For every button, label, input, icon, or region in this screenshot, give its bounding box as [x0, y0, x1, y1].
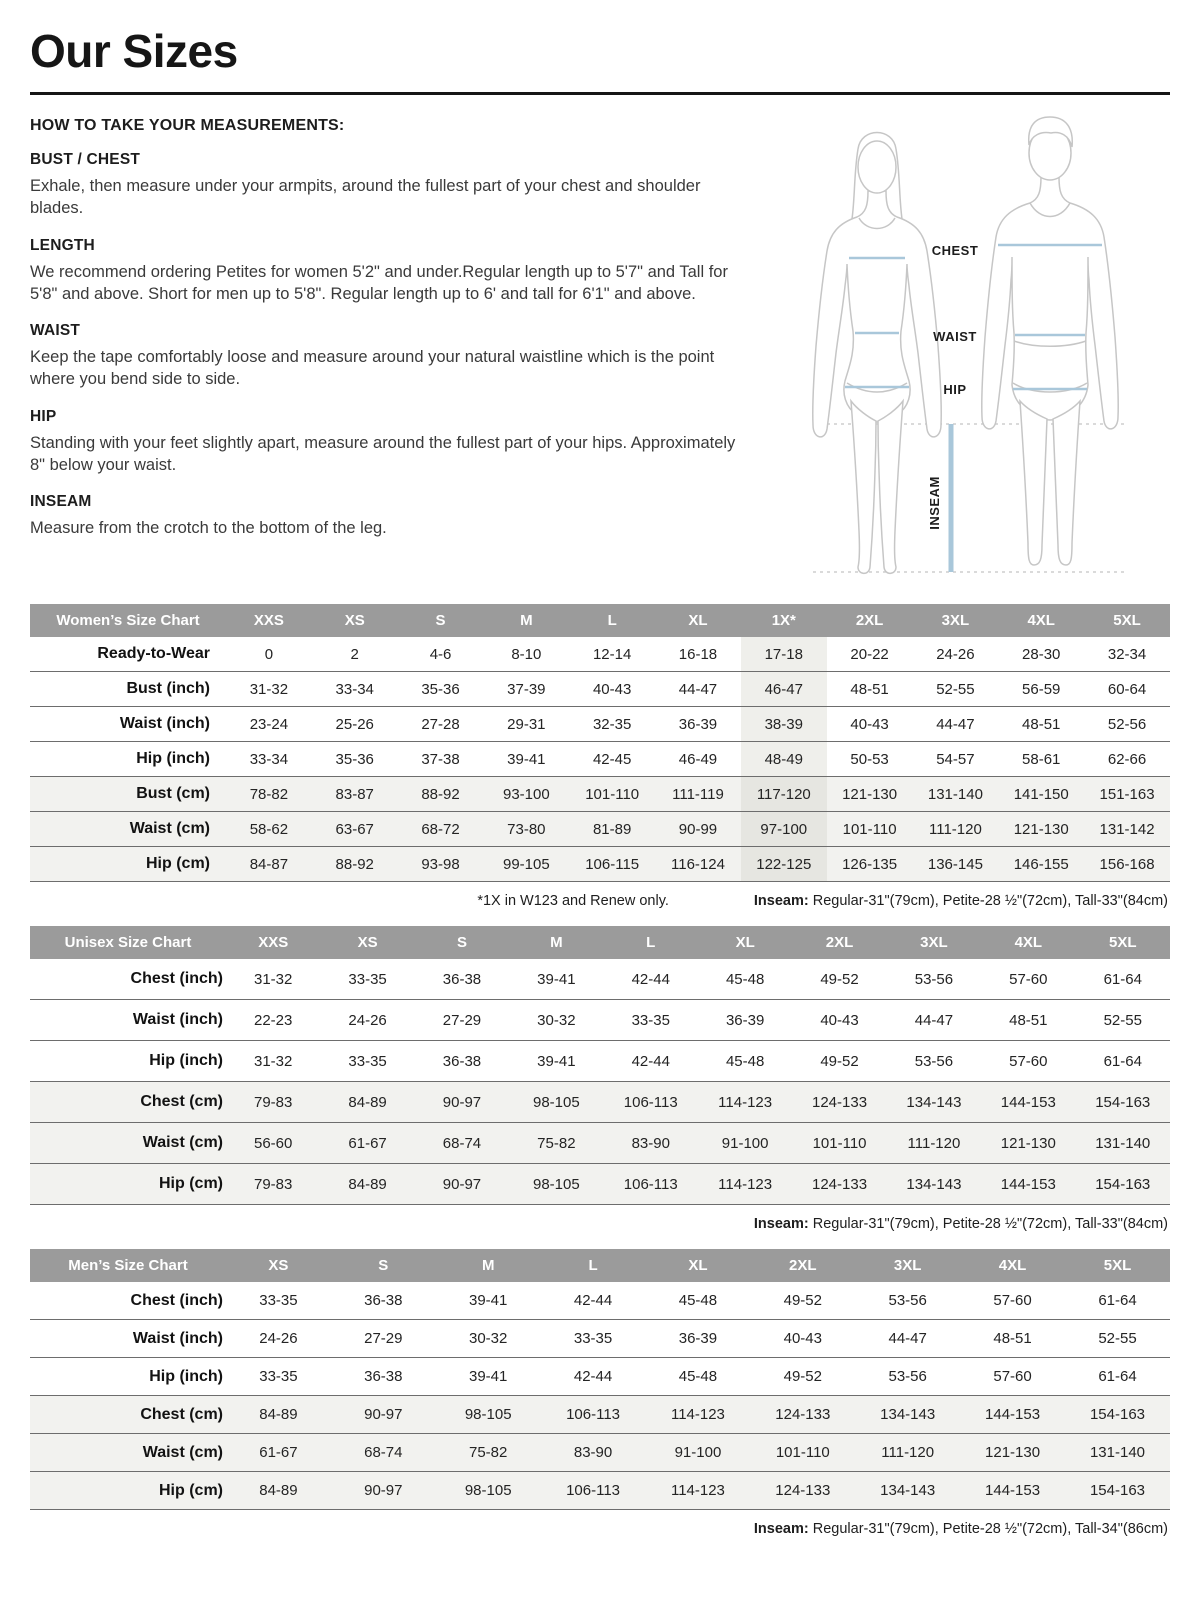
- row-label-cell: Waist (cm): [30, 812, 226, 847]
- size-value-cell: 141-150: [998, 777, 1084, 812]
- unisex-table-footnote: [30, 1216, 1168, 1232]
- section-inseam: [30, 493, 745, 539]
- size-value-cell: 20-22: [827, 637, 913, 672]
- size-value-cell: 27-28: [398, 707, 484, 742]
- size-value-cell: 154-163: [1065, 1472, 1170, 1510]
- table-title-cell: Women’s Size Chart: [30, 604, 226, 637]
- size-value-cell: 111-120: [855, 1434, 960, 1472]
- size-value-cell: 75-82: [509, 1123, 603, 1164]
- female-left-leg: [851, 401, 876, 573]
- size-value-cell: 44-47: [913, 707, 999, 742]
- size-value-cell: 90-99: [655, 812, 741, 847]
- size-value-cell: 52-55: [1076, 1000, 1170, 1041]
- size-value-cell: 30-32: [436, 1320, 541, 1358]
- size-value-cell: 29-31: [483, 707, 569, 742]
- size-value-cell: 124-133: [792, 1082, 886, 1123]
- size-value-cell: 134-143: [887, 1082, 981, 1123]
- womens-size-chart-table: [30, 604, 1170, 882]
- size-value-cell: 60-64: [1084, 672, 1170, 707]
- how-to-heading: HOW TO TAKE YOUR MEASUREMENTS:: [30, 117, 345, 134]
- size-value-cell: 106-113: [604, 1164, 698, 1205]
- size-value-cell: 53-56: [887, 959, 981, 1000]
- size-value-cell: 8-10: [483, 637, 569, 672]
- size-value-cell: 56-59: [998, 672, 1084, 707]
- size-value-cell: 33-35: [320, 1041, 414, 1082]
- size-value-cell: 106-113: [541, 1396, 646, 1434]
- size-value-cell: 84-89: [226, 1472, 331, 1510]
- row-label-cell: Bust (cm): [30, 777, 226, 812]
- size-header-cell: M: [436, 1249, 541, 1282]
- size-value-cell: 33-34: [226, 742, 312, 777]
- size-value-cell: 68-72: [398, 812, 484, 847]
- size-value-cell: 36-38: [415, 1041, 509, 1082]
- size-value-cell: 31-32: [226, 959, 320, 1000]
- size-header-cell: 3XL: [887, 926, 981, 959]
- size-value-cell: 33-35: [541, 1320, 646, 1358]
- size-value-cell: 40-43: [792, 1000, 886, 1041]
- size-value-cell: 144-153: [960, 1472, 1065, 1510]
- size-value-cell: 36-38: [331, 1358, 436, 1396]
- row-label-cell: Bust (inch): [30, 672, 226, 707]
- size-value-cell: 146-155: [998, 847, 1084, 882]
- inseam-note-label: Inseam:: [753, 893, 809, 909]
- size-value-cell: 50-53: [827, 742, 913, 777]
- size-value-cell: 42-44: [541, 1358, 646, 1396]
- size-value-cell: 84-89: [320, 1164, 414, 1205]
- female-figure: [813, 133, 942, 574]
- size-value-cell: 42-44: [604, 959, 698, 1000]
- size-value-cell: 2: [312, 637, 398, 672]
- size-value-cell: 33-35: [320, 959, 414, 1000]
- size-value-cell: 97-100: [741, 812, 827, 847]
- section-text: Keep the tape comfortably loose and measure around your natural waistline which is the point where you bend side to side.: [30, 348, 715, 389]
- table-title-cell: Unisex Size Chart: [30, 926, 226, 959]
- size-value-cell: 78-82: [226, 777, 312, 812]
- size-value-cell: 90-97: [331, 1472, 436, 1510]
- size-value-cell: 37-38: [398, 742, 484, 777]
- size-value-cell: 39-41: [483, 742, 569, 777]
- size-header-cell: 2XL: [827, 604, 913, 637]
- size-value-cell: 84-89: [226, 1396, 331, 1434]
- size-value-cell: 35-36: [398, 672, 484, 707]
- body-figures-illustration: [755, 111, 1170, 589]
- size-value-cell: 88-92: [398, 777, 484, 812]
- unisex-inseam-note: [754, 1216, 1168, 1232]
- male-left-leg: [1020, 401, 1047, 565]
- size-value-cell: 126-135: [827, 847, 913, 882]
- size-value-cell: 83-90: [604, 1123, 698, 1164]
- section-label: INSEAM: [30, 493, 92, 511]
- size-value-cell: 68-74: [331, 1434, 436, 1472]
- row-label-cell: Ready-to-Wear: [30, 637, 226, 672]
- size-header-cell: M: [483, 604, 569, 637]
- row-label-cell: Chest (inch): [30, 959, 226, 1000]
- size-value-cell: 106-113: [604, 1082, 698, 1123]
- inseam-note-text: Regular-31"(79cm), Petite-28 ½"(72cm), Tall-33"(84cm): [808, 1216, 1168, 1232]
- size-value-cell: 24-26: [226, 1320, 331, 1358]
- size-header-cell: XL: [646, 1249, 751, 1282]
- size-value-cell: 116-124: [655, 847, 741, 882]
- size-value-cell: 61-67: [320, 1123, 414, 1164]
- size-value-cell: 98-105: [436, 1472, 541, 1510]
- size-value-cell: 38-39: [741, 707, 827, 742]
- size-value-cell: 98-105: [436, 1396, 541, 1434]
- size-value-cell: 101-110: [750, 1434, 855, 1472]
- size-value-cell: 53-56: [855, 1358, 960, 1396]
- size-header-cell: 5XL: [1076, 926, 1170, 959]
- size-value-cell: 0: [226, 637, 312, 672]
- size-value-cell: 131-140: [913, 777, 999, 812]
- size-value-cell: 4-6: [398, 637, 484, 672]
- section-waist: [30, 322, 745, 391]
- size-value-cell: 136-145: [913, 847, 999, 882]
- size-value-cell: 144-153: [981, 1082, 1075, 1123]
- size-value-cell: 42-45: [569, 742, 655, 777]
- section-text: Standing with your feet slightly apart, measure around the fullest part of your hips. Approximately 8" below your waist.: [30, 433, 736, 474]
- size-value-cell: 57-60: [960, 1282, 1065, 1320]
- row-label-cell: Waist (cm): [30, 1434, 226, 1472]
- row-label-cell: Hip (cm): [30, 1164, 226, 1205]
- intro-section: [30, 117, 1170, 594]
- size-value-cell: 90-97: [415, 1082, 509, 1123]
- size-value-cell: 73-80: [483, 812, 569, 847]
- size-value-cell: 121-130: [960, 1434, 1065, 1472]
- size-value-cell: 98-105: [509, 1164, 603, 1205]
- size-value-cell: 45-48: [646, 1282, 751, 1320]
- size-value-cell: 61-64: [1076, 1041, 1170, 1082]
- hip-label: HIP: [943, 382, 967, 397]
- size-header-cell: 5XL: [1084, 604, 1170, 637]
- size-value-cell: 31-32: [226, 1041, 320, 1082]
- chest-label: CHEST: [931, 243, 979, 258]
- size-value-cell: 156-168: [1084, 847, 1170, 882]
- size-value-cell: 79-83: [226, 1164, 320, 1205]
- male-figure: [982, 117, 1119, 565]
- unisex-size-chart-table: [30, 926, 1170, 1205]
- size-header-cell: 4XL: [981, 926, 1075, 959]
- size-value-cell: 52-55: [913, 672, 999, 707]
- size-value-cell: 39-41: [436, 1358, 541, 1396]
- size-value-cell: 32-34: [1084, 637, 1170, 672]
- size-value-cell: 49-52: [792, 1041, 886, 1082]
- inseam-label: INSEAM: [927, 476, 942, 530]
- size-value-cell: 45-48: [698, 1041, 792, 1082]
- mens-size-chart-table: [30, 1249, 1170, 1510]
- size-value-cell: 33-35: [226, 1358, 331, 1396]
- mens-table-footnote: [30, 1521, 1168, 1537]
- size-value-cell: 111-119: [655, 777, 741, 812]
- size-value-cell: 52-56: [1084, 707, 1170, 742]
- size-value-cell: 93-98: [398, 847, 484, 882]
- size-value-cell: 61-64: [1065, 1358, 1170, 1396]
- size-value-cell: 101-110: [569, 777, 655, 812]
- row-label-cell: Hip (inch): [30, 1041, 226, 1082]
- row-label-cell: Hip (cm): [30, 1472, 226, 1510]
- womens-table-footnote: [30, 893, 1168, 909]
- size-value-cell: 122-125: [741, 847, 827, 882]
- size-value-cell: 44-47: [887, 1000, 981, 1041]
- size-value-cell: 63-67: [312, 812, 398, 847]
- size-value-cell: 124-133: [750, 1472, 855, 1510]
- size-header-cell: L: [604, 926, 698, 959]
- size-value-cell: 144-153: [960, 1396, 1065, 1434]
- womens-inseam-note: [754, 893, 1168, 909]
- size-value-cell: 83-90: [541, 1434, 646, 1472]
- size-value-cell: 52-55: [1065, 1320, 1170, 1358]
- size-value-cell: 44-47: [855, 1320, 960, 1358]
- size-header-cell: L: [569, 604, 655, 637]
- size-header-cell: S: [415, 926, 509, 959]
- section-bust-chest: [30, 151, 745, 220]
- size-header-cell: L: [541, 1249, 646, 1282]
- size-header-cell: XS: [226, 1249, 331, 1282]
- size-value-cell: 98-105: [509, 1082, 603, 1123]
- size-value-cell: 40-43: [827, 707, 913, 742]
- size-charts-section: [30, 604, 1170, 1537]
- size-value-cell: 37-39: [483, 672, 569, 707]
- size-value-cell: 61-64: [1065, 1282, 1170, 1320]
- size-value-cell: 48-51: [981, 1000, 1075, 1041]
- size-value-cell: 111-120: [887, 1123, 981, 1164]
- size-header-cell: XXS: [226, 604, 312, 637]
- inseam-note-text: Regular-31"(79cm), Petite-28 ½"(72cm), Tall-34"(86cm): [808, 1521, 1168, 1537]
- inseam-note-label: Inseam:: [753, 1521, 809, 1537]
- size-value-cell: 57-60: [960, 1358, 1065, 1396]
- size-header-cell: 3XL: [855, 1249, 960, 1282]
- size-value-cell: 53-56: [855, 1282, 960, 1320]
- size-value-cell: 39-41: [509, 1041, 603, 1082]
- size-header-cell: XL: [698, 926, 792, 959]
- size-value-cell: 57-60: [981, 959, 1075, 1000]
- size-value-cell: 84-87: [226, 847, 312, 882]
- size-value-cell: 46-49: [655, 742, 741, 777]
- title-divider: [30, 92, 1170, 95]
- male-right-leg: [1053, 401, 1080, 565]
- size-header-cell: 1X*: [741, 604, 827, 637]
- size-value-cell: 91-100: [646, 1434, 751, 1472]
- size-value-cell: 68-74: [415, 1123, 509, 1164]
- section-text: Measure from the crotch to the bottom of the leg.: [30, 519, 387, 538]
- size-value-cell: 28-30: [998, 637, 1084, 672]
- size-value-cell: 114-123: [698, 1164, 792, 1205]
- size-value-cell: 49-52: [750, 1282, 855, 1320]
- size-value-cell: 53-56: [887, 1041, 981, 1082]
- size-value-cell: 58-61: [998, 742, 1084, 777]
- section-hip: [30, 408, 745, 477]
- size-value-cell: 32-35: [569, 707, 655, 742]
- size-header-cell: XXS: [226, 926, 320, 959]
- size-value-cell: 134-143: [855, 1396, 960, 1434]
- size-value-cell: 131-142: [1084, 812, 1170, 847]
- size-value-cell: 154-163: [1076, 1082, 1170, 1123]
- size-value-cell: 90-97: [331, 1396, 436, 1434]
- size-value-cell: 42-44: [604, 1041, 698, 1082]
- row-label-cell: Waist (inch): [30, 1000, 226, 1041]
- male-torso-arms: [982, 177, 1119, 429]
- measurement-diagram: [755, 111, 1170, 594]
- size-value-cell: 101-110: [792, 1123, 886, 1164]
- size-header-cell: M: [509, 926, 603, 959]
- size-header-cell: XS: [312, 604, 398, 637]
- size-header-cell: 3XL: [913, 604, 999, 637]
- size-value-cell: 45-48: [646, 1358, 751, 1396]
- section-label: BUST / CHEST: [30, 151, 141, 168]
- size-header-cell: 2XL: [750, 1249, 855, 1282]
- size-value-cell: 24-26: [913, 637, 999, 672]
- female-head: [858, 141, 896, 193]
- size-value-cell: 48-51: [998, 707, 1084, 742]
- female-hair-left: [852, 149, 858, 219]
- size-value-cell: 33-35: [604, 1000, 698, 1041]
- one-x-note: *1X in W123 and Renew only.: [477, 893, 669, 909]
- size-value-cell: 39-41: [436, 1282, 541, 1320]
- size-value-cell: 16-18: [655, 637, 741, 672]
- size-header-cell: S: [331, 1249, 436, 1282]
- size-value-cell: 83-87: [312, 777, 398, 812]
- size-value-cell: 45-48: [698, 959, 792, 1000]
- size-value-cell: 124-133: [750, 1396, 855, 1434]
- size-header-cell: 4XL: [998, 604, 1084, 637]
- size-value-cell: 33-35: [226, 1282, 331, 1320]
- size-value-cell: 48-51: [827, 672, 913, 707]
- size-value-cell: 154-163: [1065, 1396, 1170, 1434]
- size-value-cell: 61-64: [1076, 959, 1170, 1000]
- size-value-cell: 93-100: [483, 777, 569, 812]
- section-text: We recommend ordering Petites for women 5'2" and under.Regular length up to 5'7" and Tall for 5'8" and above. Short for men up to 5'8". Regular length up to 6' and tall for 6'1" and above.: [30, 262, 728, 303]
- size-header-cell: XS: [320, 926, 414, 959]
- row-label-cell: Hip (inch): [30, 1358, 226, 1396]
- size-value-cell: 44-47: [655, 672, 741, 707]
- size-header-cell: 4XL: [960, 1249, 1065, 1282]
- row-label-cell: Waist (inch): [30, 1320, 226, 1358]
- size-value-cell: 36-38: [415, 959, 509, 1000]
- size-value-cell: 84-89: [320, 1082, 414, 1123]
- size-value-cell: 62-66: [1084, 742, 1170, 777]
- size-value-cell: 22-23: [226, 1000, 320, 1041]
- size-value-cell: 121-130: [981, 1123, 1075, 1164]
- size-header-cell: 5XL: [1065, 1249, 1170, 1282]
- size-value-cell: 121-130: [998, 812, 1084, 847]
- size-value-cell: 27-29: [331, 1320, 436, 1358]
- size-value-cell: 144-153: [981, 1164, 1075, 1205]
- size-value-cell: 134-143: [855, 1472, 960, 1510]
- section-label: LENGTH: [30, 236, 95, 254]
- row-label-cell: Waist (cm): [30, 1123, 226, 1164]
- size-value-cell: 114-123: [698, 1082, 792, 1123]
- row-label-cell: Waist (inch): [30, 707, 226, 742]
- size-value-cell: 36-39: [646, 1320, 751, 1358]
- size-value-cell: 90-97: [415, 1164, 509, 1205]
- section-label: WAIST: [30, 322, 81, 340]
- size-value-cell: 48-49: [741, 742, 827, 777]
- size-value-cell: 79-83: [226, 1082, 320, 1123]
- size-value-cell: 57-60: [981, 1041, 1075, 1082]
- size-header-cell: 2XL: [792, 926, 886, 959]
- size-value-cell: 48-51: [960, 1320, 1065, 1358]
- size-value-cell: 46-47: [741, 672, 827, 707]
- row-label-cell: Chest (cm): [30, 1082, 226, 1123]
- size-value-cell: 124-133: [792, 1164, 886, 1205]
- section-text: Exhale, then measure under your armpits, around the fullest part of your chest and shoulder blades.: [30, 177, 701, 218]
- size-value-cell: 114-123: [646, 1472, 751, 1510]
- size-value-cell: 23-24: [226, 707, 312, 742]
- size-value-cell: 81-89: [569, 812, 655, 847]
- size-value-cell: 111-120: [913, 812, 999, 847]
- size-value-cell: 91-100: [698, 1123, 792, 1164]
- size-value-cell: 40-43: [569, 672, 655, 707]
- size-value-cell: 88-92: [312, 847, 398, 882]
- size-value-cell: 25-26: [312, 707, 398, 742]
- size-value-cell: 30-32: [509, 1000, 603, 1041]
- section-label: HIP: [30, 407, 57, 425]
- size-value-cell: 151-163: [1084, 777, 1170, 812]
- size-value-cell: 117-120: [741, 777, 827, 812]
- section-length: [30, 237, 745, 306]
- size-value-cell: 131-140: [1065, 1434, 1170, 1472]
- size-value-cell: 54-57: [913, 742, 999, 777]
- size-header-cell: XL: [655, 604, 741, 637]
- size-value-cell: 42-44: [541, 1282, 646, 1320]
- table-title-cell: Men’s Size Chart: [30, 1249, 226, 1282]
- size-value-cell: 36-38: [331, 1282, 436, 1320]
- size-header-cell: S: [398, 604, 484, 637]
- size-value-cell: 154-163: [1076, 1164, 1170, 1205]
- size-value-cell: 58-62: [226, 812, 312, 847]
- size-value-cell: 36-39: [698, 1000, 792, 1041]
- female-right-leg: [878, 401, 903, 573]
- inseam-note-text: Regular-31"(79cm), Petite-28 ½"(72cm), Tall-33"(84cm): [808, 893, 1168, 909]
- mens-inseam-note: [754, 1521, 1168, 1537]
- size-value-cell: 33-34: [312, 672, 398, 707]
- size-value-cell: 106-113: [541, 1472, 646, 1510]
- size-value-cell: 12-14: [569, 637, 655, 672]
- size-value-cell: 131-140: [1076, 1123, 1170, 1164]
- row-label-cell: Chest (cm): [30, 1396, 226, 1434]
- size-value-cell: 99-105: [483, 847, 569, 882]
- size-value-cell: 24-26: [320, 1000, 414, 1041]
- size-value-cell: 39-41: [509, 959, 603, 1000]
- size-value-cell: 40-43: [750, 1320, 855, 1358]
- size-value-cell: 101-110: [827, 812, 913, 847]
- size-value-cell: 49-52: [750, 1358, 855, 1396]
- size-value-cell: 75-82: [436, 1434, 541, 1472]
- size-value-cell: 134-143: [887, 1164, 981, 1205]
- size-value-cell: 35-36: [312, 742, 398, 777]
- size-value-cell: 56-60: [226, 1123, 320, 1164]
- size-value-cell: 31-32: [226, 672, 312, 707]
- size-value-cell: 36-39: [655, 707, 741, 742]
- size-value-cell: 61-67: [226, 1434, 331, 1472]
- size-value-cell: 121-130: [827, 777, 913, 812]
- size-value-cell: 17-18: [741, 637, 827, 672]
- waist-label: WAIST: [933, 329, 977, 344]
- size-value-cell: 49-52: [792, 959, 886, 1000]
- size-value-cell: 27-29: [415, 1000, 509, 1041]
- measurement-instructions: [30, 117, 755, 594]
- row-label-cell: Hip (inch): [30, 742, 226, 777]
- inseam-note-label: Inseam:: [753, 1216, 809, 1232]
- page-title: Our Sizes: [30, 25, 238, 77]
- row-label-cell: Chest (inch): [30, 1282, 226, 1320]
- size-value-cell: 114-123: [646, 1396, 751, 1434]
- row-label-cell: Hip (cm): [30, 847, 226, 882]
- size-value-cell: 106-115: [569, 847, 655, 882]
